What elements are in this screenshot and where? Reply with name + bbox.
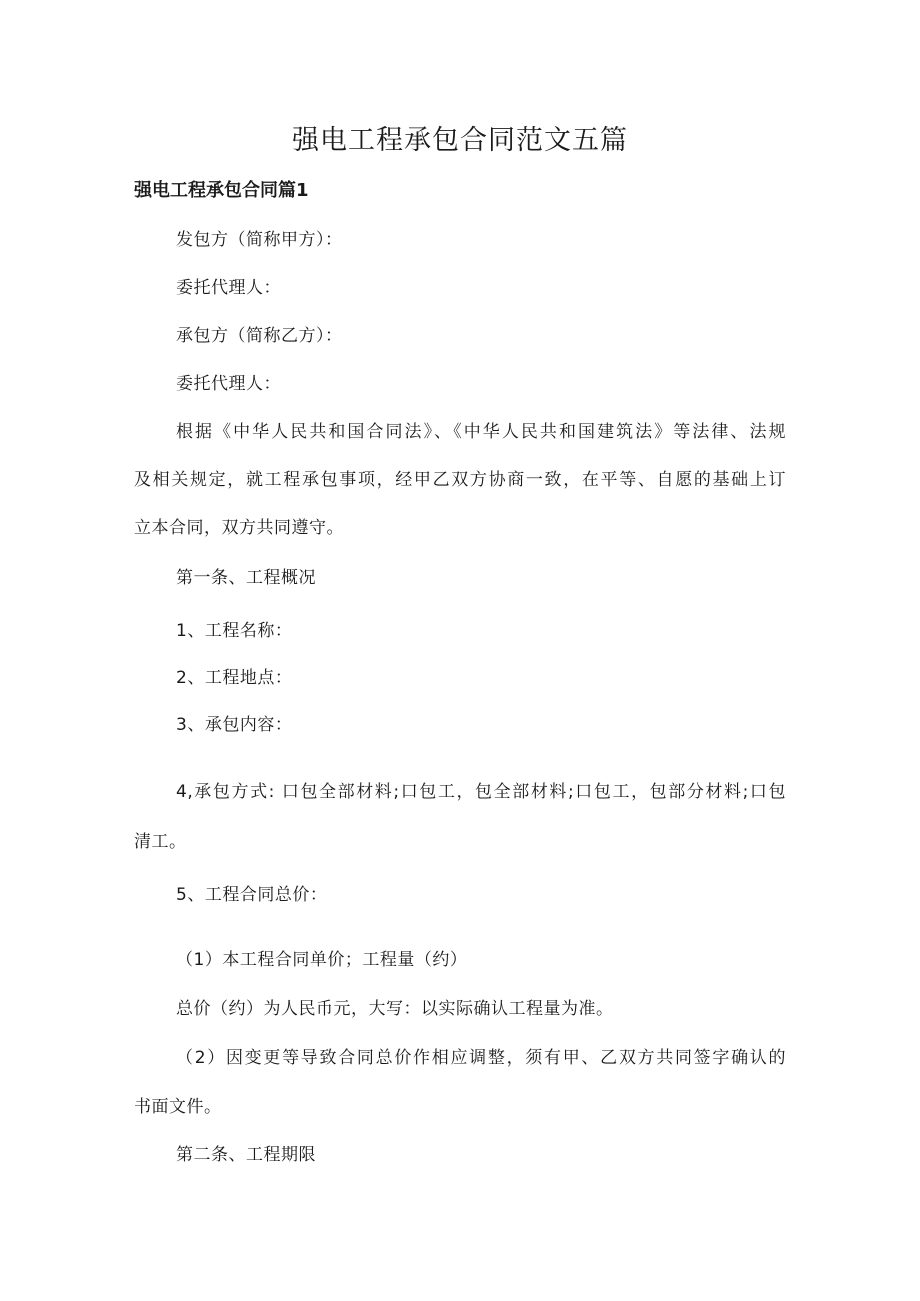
sub-item-adjustment-line-2: 书面文件。	[134, 1097, 222, 1117]
article-2-heading: 第二条、工程期限	[176, 1145, 316, 1165]
item-contract-method-line-2: 清工。	[134, 832, 187, 852]
sub-item-total-rmb: 总价（约）为人民币元，大写：以实际确认工程量为准。	[176, 999, 614, 1019]
document-title: 强电工程承包合同范文五篇	[292, 125, 628, 156]
preamble-line-2: 及相关规定，就工程承包事项，经甲乙双方协商一致，在平等、自愿的基础上订	[134, 470, 786, 490]
sub-item-adjustment-line-1: （2）因变更等导致合同总价作相应调整，须有甲、乙双方共同签字确认的	[176, 1048, 786, 1068]
item-project-location: 2、工程地点：	[176, 668, 293, 688]
item-contract-method-line-1: 4,承包方式: 口包全部材料;口包工，包全部材料;口包工，包部分材料;口包	[176, 782, 786, 802]
party-a-line: 发包方（简称甲方）：	[176, 230, 343, 250]
party-b-line: 承包方（简称乙方）：	[176, 326, 343, 346]
preamble-line-1: 根据《中华人民共和国合同法》、《中华人民共和国建筑法》等法律、法规	[176, 422, 786, 442]
preamble-line-3: 立本合同，双方共同遵守。	[134, 518, 344, 538]
section-heading: 强电工程承包合同篇1	[134, 180, 309, 201]
article-1-heading: 第一条、工程概况	[176, 568, 316, 588]
item-total-price: 5、工程合同总价：	[176, 885, 328, 905]
item-project-name: 1、工程名称：	[176, 621, 293, 641]
sub-item-unit-price: （1）本工程合同单价；工程量（约）	[176, 950, 468, 970]
party-b-agent-line: 委托代理人：	[176, 374, 281, 394]
item-contract-scope: 3、承包内容：	[176, 715, 293, 735]
party-a-agent-line: 委托代理人：	[176, 278, 281, 298]
